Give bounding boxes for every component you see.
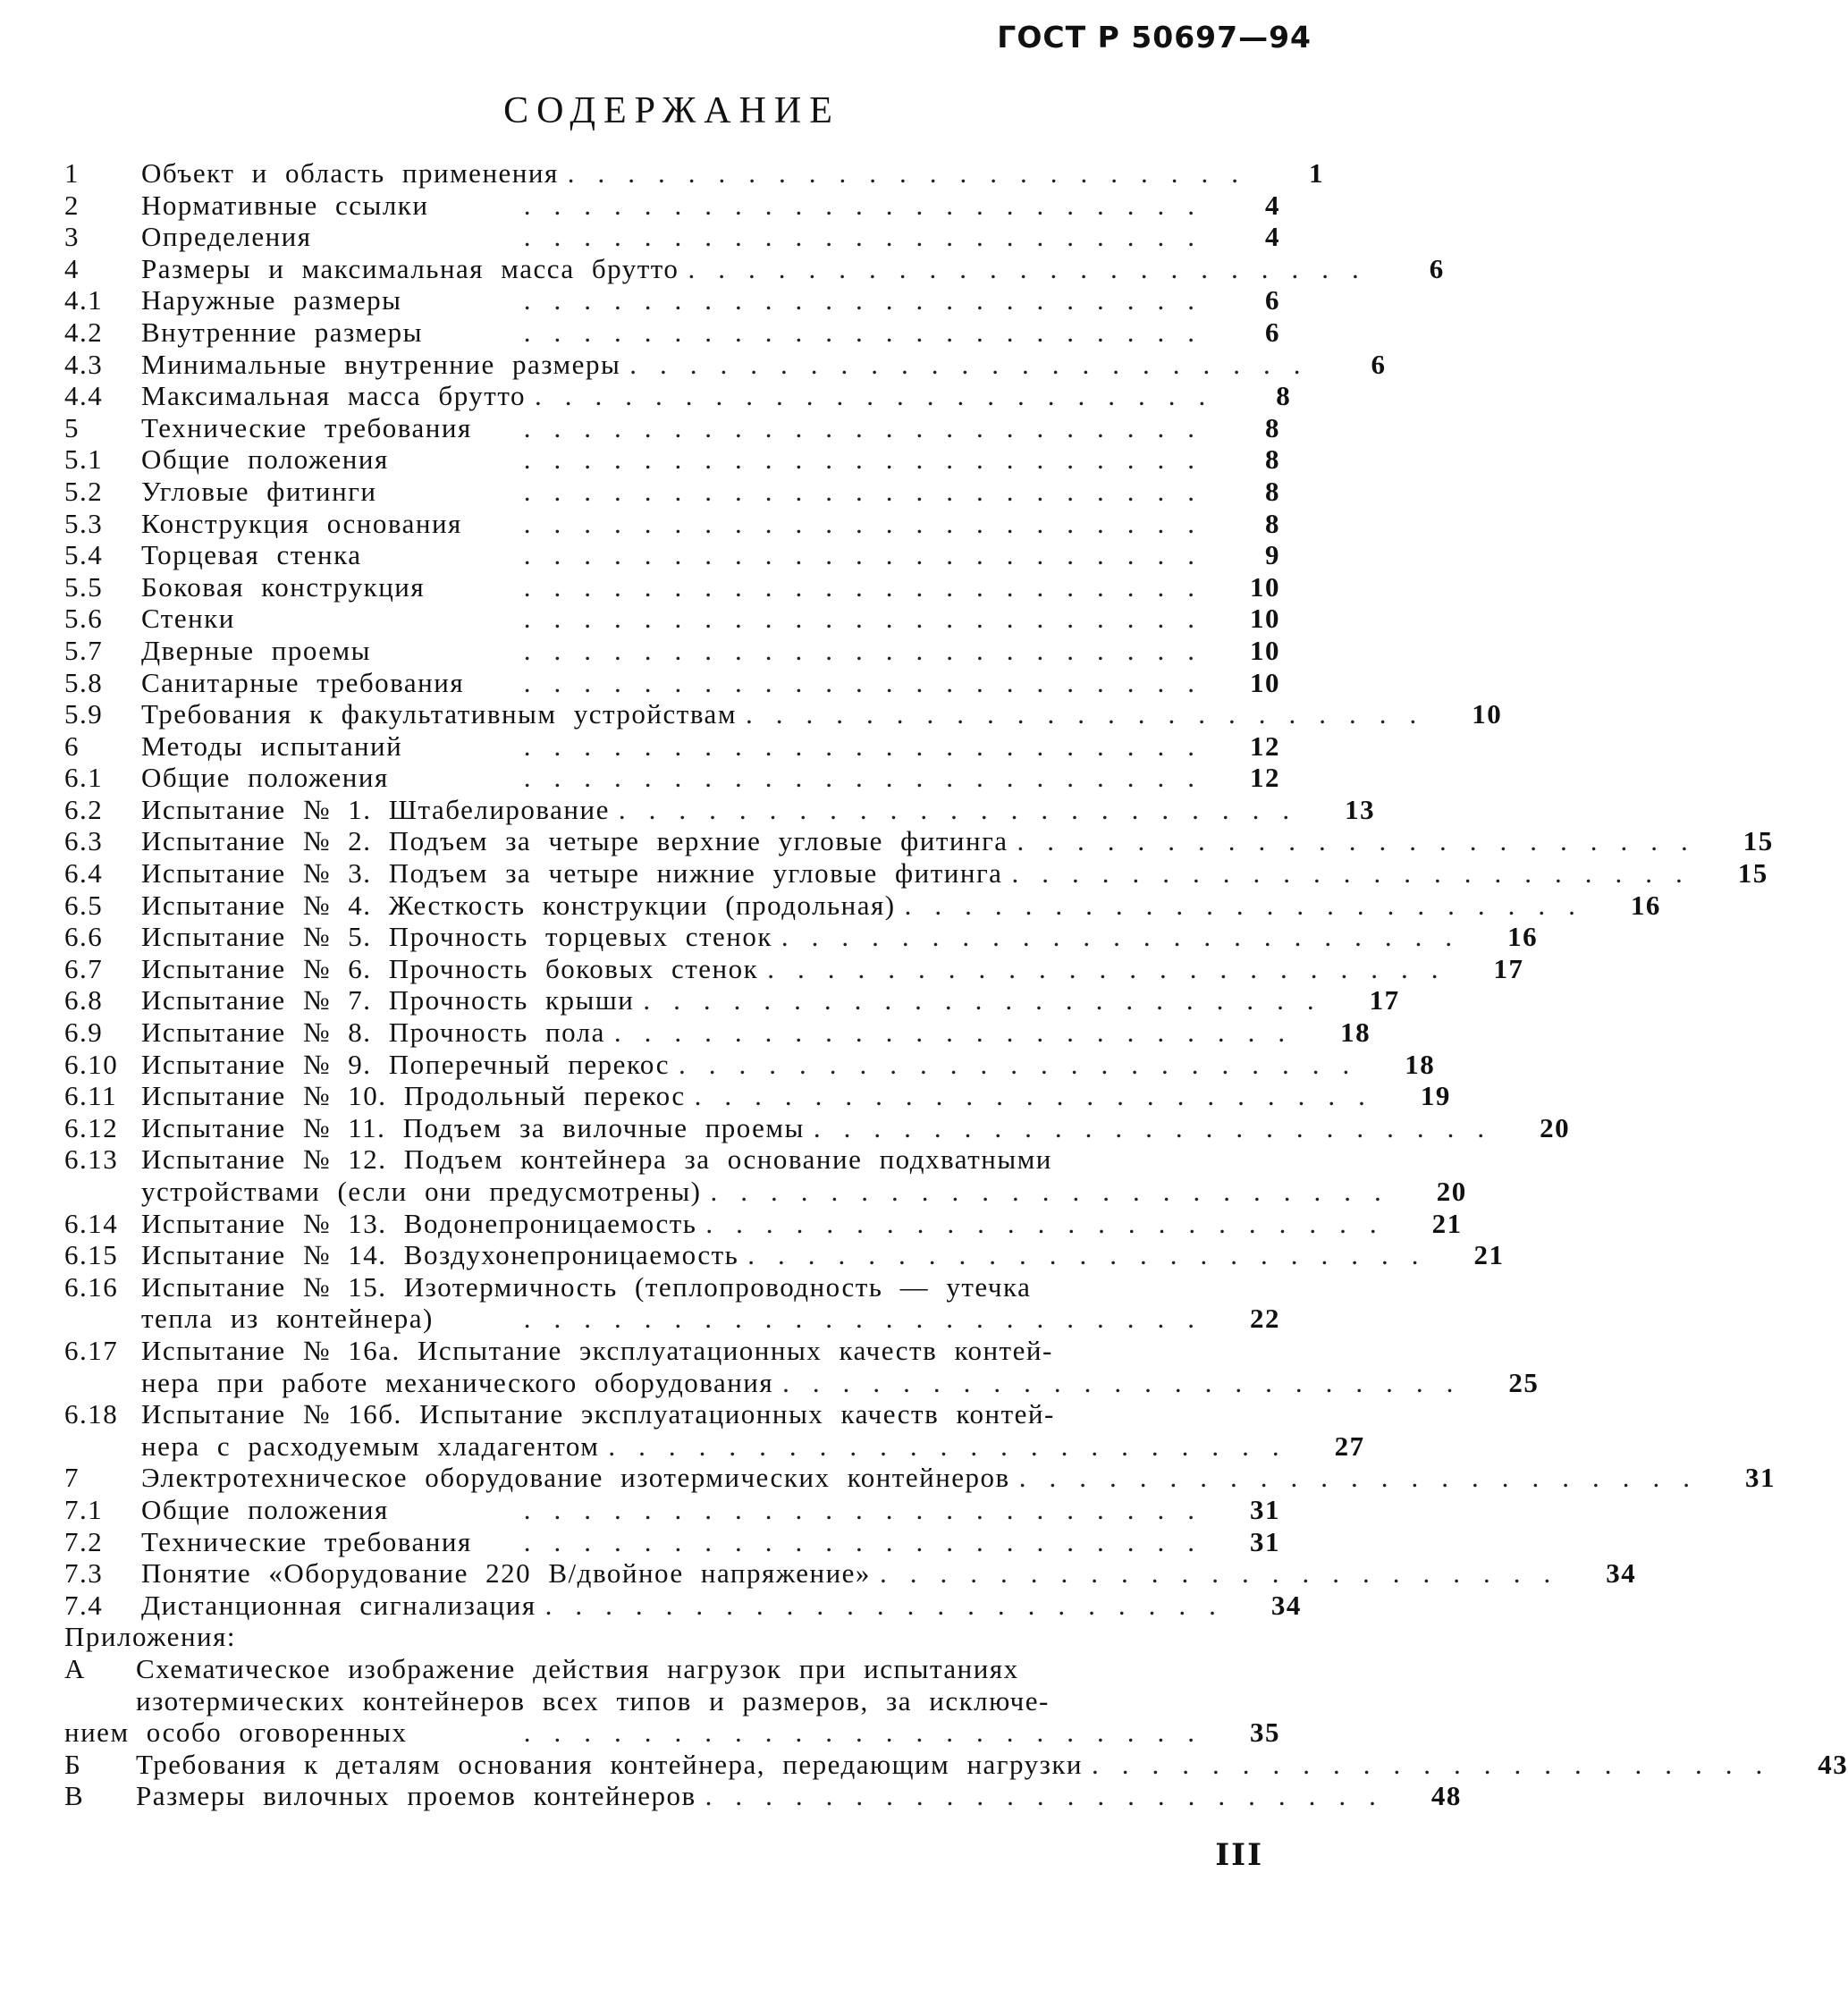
page-ref: 10	[1250, 570, 1280, 603]
section-title: Испытание № 7. Прочность крыши	[141, 984, 635, 1016]
section-title: Испытание № 13. Водонепроницаемость	[141, 1207, 697, 1239]
section-number: 6.7	[64, 952, 104, 984]
section-title: Испытание № 2. Подъем за четыре верхние угловые фитинга	[141, 825, 1008, 857]
section-number: 2	[64, 189, 80, 221]
page-ref: 31	[1250, 1525, 1280, 1557]
toc-entry: 1 Объект и область применения ....................... 1	[64, 157, 1324, 189]
section-number: 7.3	[64, 1557, 104, 1590]
page-ref: 16	[1507, 921, 1539, 953]
toc-entry-continuation: тепла из контейнера) ....................... 22	[141, 1303, 1280, 1335]
toc-entry	[64, 1143, 1280, 1176]
section-number: 4.4	[64, 380, 104, 412]
section-number: 6.8	[64, 984, 104, 1016]
page-ref: 8	[1265, 443, 1280, 476]
appendix-entry: Б Требования к деталям основания контейнера, передающим нагрузки ....................... 43	[64, 1748, 1848, 1780]
section-title: Общие положения	[141, 1493, 389, 1525]
section-number: 4.1	[64, 284, 104, 316]
section-title: Испытание № 5. Прочность торцевых стенок	[141, 921, 772, 953]
toc-entry	[64, 1271, 1280, 1303]
page-ref: 12	[1250, 762, 1280, 794]
section-title: Испытание № 3. Подъем за четыре нижние угловые фитинга	[141, 857, 1003, 890]
page-ref: 20	[1436, 1176, 1467, 1207]
toc-entry: 6 Методы испытаний ....................... 12	[64, 730, 1280, 762]
appendix-letter: А	[64, 1652, 86, 1684]
toc-entry: 6.2 Испытание № 1. Штабелирование ....................... 13	[64, 793, 1376, 825]
section-number: 5.7	[64, 634, 104, 666]
appendix-letter: Б	[64, 1748, 82, 1780]
toc-entry: 4.2 Внутренние размеры ....................... 6	[64, 316, 1280, 348]
page-ref: 8	[1276, 380, 1292, 412]
section-title: Дистанционная сигнализация	[141, 1589, 536, 1621]
section-number: 7.2	[64, 1525, 104, 1557]
toc-entry	[64, 1398, 1280, 1430]
section-title: Испытание № 9. Поперечный перекос	[141, 1048, 670, 1080]
toc-entry	[64, 1335, 1280, 1367]
toc-entry: 6.15 Испытание № 14. Воздухонепроницаемость ....................... 21	[64, 1239, 1505, 1271]
page-ref: 10	[1250, 666, 1280, 698]
toc-entry: 3 Определения ....................... 4	[64, 221, 1280, 253]
section-title: Испытание № 12. Подъем контейнера за основание подхватными	[141, 1143, 1052, 1176]
page-ref: 8	[1265, 507, 1280, 539]
page-ref: 22	[1250, 1303, 1280, 1335]
page-ref: 6	[1265, 284, 1280, 316]
section-title-continuation: нера с расходуемым хладагентом	[141, 1430, 600, 1462]
toc-entry: 7.4 Дистанционная сигнализация ....................... 34	[64, 1589, 1302, 1621]
section-title: Внутренние размеры	[141, 316, 424, 348]
section-number: 5	[64, 411, 80, 443]
section-title: Определения	[141, 221, 312, 253]
section-title: Электротехническое оборудование изотермических контейнеров	[141, 1462, 1010, 1494]
toc-entry: 6.14 Испытание № 13. Водонепроницаемость ....................... 21	[64, 1207, 1463, 1239]
page-ref: 15	[1737, 857, 1768, 890]
toc-entry: 7 Электротехническое оборудование изотермических контейнеров ....................... 31	[64, 1462, 1776, 1494]
page-ref: 25	[1508, 1366, 1540, 1398]
toc-entry: 6.3 Испытание № 2. Подъем за четыре верхние угловые фитинга ....................... 15	[64, 825, 1774, 857]
section-title: Торцевая стенка	[141, 539, 362, 571]
toc-entry: 6.4 Испытание № 3. Подъем за четыре нижние угловые фитинга ....................... 15	[64, 857, 1768, 890]
section-number: 6.18	[64, 1398, 119, 1430]
section-title: Нормативные ссылки	[141, 189, 429, 221]
toc-entry: 4.4 Максимальная масса брутто ....................... 8	[64, 380, 1292, 412]
page-ref: 15	[1743, 825, 1774, 857]
section-title: Испытание № 1. Штабелирование	[141, 793, 610, 825]
toc-entry-continuation: устройствами (если они предусмотрены) ....................... 20	[141, 1176, 1467, 1207]
section-title: Наружные размеры	[141, 284, 402, 316]
page-ref: 6	[1429, 252, 1445, 284]
section-number: 6.2	[64, 793, 104, 825]
toc-entry: 5.2 Угловые фитинги ....................... 8	[64, 475, 1280, 507]
section-title-continuation: тепла из контейнера)	[141, 1303, 434, 1335]
toc-entry: 5.1 Общие положения ....................... 8	[64, 443, 1280, 476]
section-number: 6	[64, 730, 80, 762]
section-number: 6.3	[64, 825, 104, 857]
section-number: 6.6	[64, 921, 104, 953]
section-number: 6.15	[64, 1239, 119, 1271]
section-number: 6.1	[64, 762, 104, 794]
section-number: 5.9	[64, 698, 104, 730]
section-number: 6.13	[64, 1143, 119, 1176]
toc-entry: 6.10 Испытание № 9. Поперечный перекос ....................... 18	[64, 1048, 1436, 1080]
toc-entry: 6.5 Испытание № 4. Жесткость конструкции (продольная) ....................... 16	[64, 889, 1661, 921]
toc-entry: 7.3 Понятие «Оборудование 220 В/двойное напряжение» ....................... 34	[64, 1557, 1637, 1590]
section-number: 6.17	[64, 1334, 119, 1366]
toc-entry: 6.11 Испытание № 10. Продольный перекос ....................... 19	[64, 1080, 1451, 1112]
toc-entry-continuation: нера с расходуемым хладагентом ....................... 27	[141, 1430, 1365, 1462]
section-title: Испытание № 11. Подъем за вилочные проемы	[141, 1111, 805, 1143]
section-number: 5.3	[64, 507, 104, 539]
page-number: III	[1215, 1837, 1263, 1873]
toc-entry: 6.1 Общие положения ....................... 12	[64, 762, 1280, 794]
section-title: Стенки	[141, 603, 235, 635]
table-of-contents	[64, 157, 1848, 1812]
section-title: Общие положения	[141, 443, 389, 476]
page-ref: 9	[1265, 539, 1280, 571]
page-ref: 6	[1371, 348, 1387, 380]
section-title: Максимальная масса брутто	[141, 380, 526, 412]
page-ref: 10	[1250, 603, 1280, 635]
section-number: 3	[64, 221, 80, 253]
section-number: 4	[64, 252, 80, 284]
page-ref: 18	[1405, 1048, 1436, 1080]
page-ref: 31	[1744, 1462, 1776, 1494]
section-title: Технические требования	[141, 411, 472, 443]
section-number: 6.11	[64, 1080, 118, 1112]
page-ref: 34	[1270, 1589, 1302, 1621]
section-number: 1	[64, 157, 80, 189]
toc-entry: 5 Технические требования ....................... 8	[64, 411, 1280, 443]
toc-entry: 4 Размеры и максимальная масса брутто ....................... 6	[64, 252, 1445, 284]
section-title: Испытание № 16а. Испытание эксплуатационных качеств контей-	[141, 1334, 1053, 1366]
page-ref: 34	[1606, 1557, 1637, 1590]
page-ref: 21	[1431, 1207, 1463, 1239]
toc-entry: 6.8 Испытание № 7. Прочность крыши ....................... 17	[64, 984, 1400, 1016]
page-ref: 12	[1250, 730, 1280, 762]
page-ref: 31	[1250, 1493, 1280, 1525]
section-title: Испытание № 8. Прочность пола	[141, 1016, 605, 1049]
page-ref: 18	[1340, 1016, 1371, 1049]
section-title: Понятие «Оборудование 220 В/двойное напряжение»	[141, 1557, 871, 1590]
page-ref: 4	[1265, 221, 1280, 253]
section-title: Санитарные требования	[141, 666, 465, 698]
page-ref: 1	[1308, 157, 1324, 189]
toc-entry: 7.2 Технические требования ....................... 31	[64, 1525, 1280, 1557]
toc-entry: 5.6 Стенки ....................... 10	[64, 603, 1280, 635]
section-title: Угловые фитинги	[141, 475, 377, 507]
section-number: 4.3	[64, 348, 104, 380]
toc-entry: 6.12 Испытание № 11. Подъем за вилочные проемы ....................... 20	[64, 1111, 1571, 1143]
toc-entry: 5.5 Боковая конструкция ....................... 10	[64, 570, 1280, 603]
appendix-letter: В	[64, 1780, 85, 1812]
section-number: 5.6	[64, 603, 104, 635]
appendix-heading-text: Приложения:	[64, 1621, 236, 1653]
section-number: 6.16	[64, 1270, 119, 1303]
section-number: 6.9	[64, 1016, 104, 1049]
toc-entry: 6.7 Испытание № 6. Прочность боковых стенок ....................... 17	[64, 952, 1524, 984]
appendix-title: Размеры вилочных проемов контейнеров	[136, 1780, 696, 1812]
section-number: 5.2	[64, 475, 104, 507]
page-ref: 20	[1540, 1111, 1571, 1143]
appendix-title-continuation: нием особо оговоренных	[64, 1717, 408, 1749]
section-number: 6.5	[64, 889, 104, 921]
page-ref: 19	[1420, 1080, 1451, 1112]
section-number: 7.4	[64, 1589, 104, 1621]
section-number: 6.10	[64, 1048, 119, 1080]
toc-entry: 5.7 Дверные проемы ....................... 10	[64, 634, 1280, 666]
section-number: 4.2	[64, 316, 104, 348]
section-title: Минимальные внутренние размеры	[141, 348, 621, 380]
appendix-entry-continuation	[64, 1685, 1280, 1717]
toc-entry: 7.1 Общие положения ....................... 31	[64, 1493, 1280, 1525]
page-ref: 8	[1265, 475, 1280, 507]
page-title: СОДЕРЖАНИЕ	[503, 90, 840, 131]
section-title: Технические требования	[141, 1525, 472, 1557]
toc-entry-continuation: нера при работе механического оборудования ....................... 25	[141, 1366, 1540, 1398]
appendix-title: Схематическое изображение действия нагрузок при испытаниях	[136, 1652, 1019, 1684]
section-number: 6.14	[64, 1207, 119, 1239]
toc-entry: 6.9 Испытание № 8. Прочность пола ....................... 18	[64, 1016, 1371, 1049]
section-title: Методы испытаний	[141, 730, 403, 762]
page-ref: 17	[1369, 984, 1400, 1016]
section-number: 7.1	[64, 1493, 104, 1525]
section-number: 5.1	[64, 443, 104, 476]
section-number: 7	[64, 1462, 80, 1494]
section-title: Размеры и максимальная масса брутто	[141, 252, 679, 284]
section-title: Требования к факультативным устройствам	[141, 698, 737, 730]
toc-entry: 5.4 Торцевая стенка ....................... 9	[64, 539, 1280, 571]
section-title: Испытание № 6. Прочность боковых стенок	[141, 952, 759, 984]
toc-entry: 4.1 Наружные размеры ....................... 6	[64, 284, 1280, 316]
section-title: Боковая конструкция	[141, 570, 426, 603]
appendix-title: Требования к деталям основания контейнера, передающим нагрузки	[136, 1748, 1084, 1780]
section-title: Конструкция основания	[141, 507, 462, 539]
page-ref: 13	[1345, 793, 1376, 825]
section-number: 5.4	[64, 539, 104, 571]
page-ref: 8	[1265, 411, 1280, 443]
appendix-title-continuation: изотермических контейнеров всех типов и размеров, за исключе-	[136, 1684, 1050, 1717]
toc-entry: 6.6 Испытание № 5. Прочность торцевых стенок ....................... 16	[64, 921, 1539, 953]
section-title: Испытание № 4. Жесткость конструкции (продольная)	[141, 889, 896, 921]
toc-entry: 5.9 Требования к факультативным устройствам ....................... 10	[64, 698, 1503, 730]
section-title: Дверные проемы	[141, 634, 371, 666]
page-ref: 27	[1334, 1430, 1365, 1462]
appendix-entry	[64, 1653, 1280, 1685]
page-ref: 21	[1473, 1239, 1505, 1271]
page-ref: 43	[1818, 1748, 1848, 1780]
section-title-continuation: нера при работе механического оборудования	[141, 1366, 774, 1398]
page-ref: 6	[1265, 316, 1280, 348]
section-title: Испытание № 16б. Испытание эксплуатационных качеств контей-	[141, 1398, 1055, 1430]
section-title: Объект и область применения	[141, 157, 559, 189]
appendix-entry-continuation: нием особо оговоренных ....................... 35	[64, 1717, 1280, 1749]
section-title: Испытание № 14. Воздухонепроницаемость	[141, 1239, 739, 1271]
section-title: Общие положения	[141, 762, 389, 794]
section-number: 6.4	[64, 857, 104, 890]
page-ref: 10	[1250, 634, 1280, 666]
section-number: 5.5	[64, 570, 104, 603]
page-ref: 10	[1472, 698, 1503, 730]
page-ref: 35	[1250, 1717, 1280, 1749]
page-ref: 4	[1265, 189, 1280, 221]
section-number: 6.12	[64, 1111, 119, 1143]
page-ref: 17	[1493, 952, 1524, 984]
section-number: 5.8	[64, 666, 104, 698]
appendix-entry: В Размеры вилочных проемов контейнеров ....................... 48	[64, 1780, 1462, 1812]
toc-entry: 4.3 Минимальные внутренние размеры ....................... 6	[64, 348, 1387, 380]
toc-entry: 2 Нормативные ссылки ....................... 4	[64, 189, 1280, 221]
toc-entry: 5.3 Конструкция основания ....................... 8	[64, 507, 1280, 539]
page-ref: 48	[1430, 1780, 1462, 1812]
page-ref: 16	[1630, 889, 1661, 921]
appendix-heading	[64, 1621, 1280, 1653]
section-title-continuation: устройствами (если они предусмотрены)	[141, 1176, 702, 1207]
document-code-header: ГОСТ Р 50697—94	[997, 20, 1312, 55]
section-title: Испытание № 10. Продольный перекос	[141, 1080, 686, 1112]
toc-entry: 5.8 Санитарные требования ....................... 10	[64, 666, 1280, 698]
section-title: Испытание № 15. Изотермичность (теплопроводность — утечка	[141, 1270, 1032, 1303]
